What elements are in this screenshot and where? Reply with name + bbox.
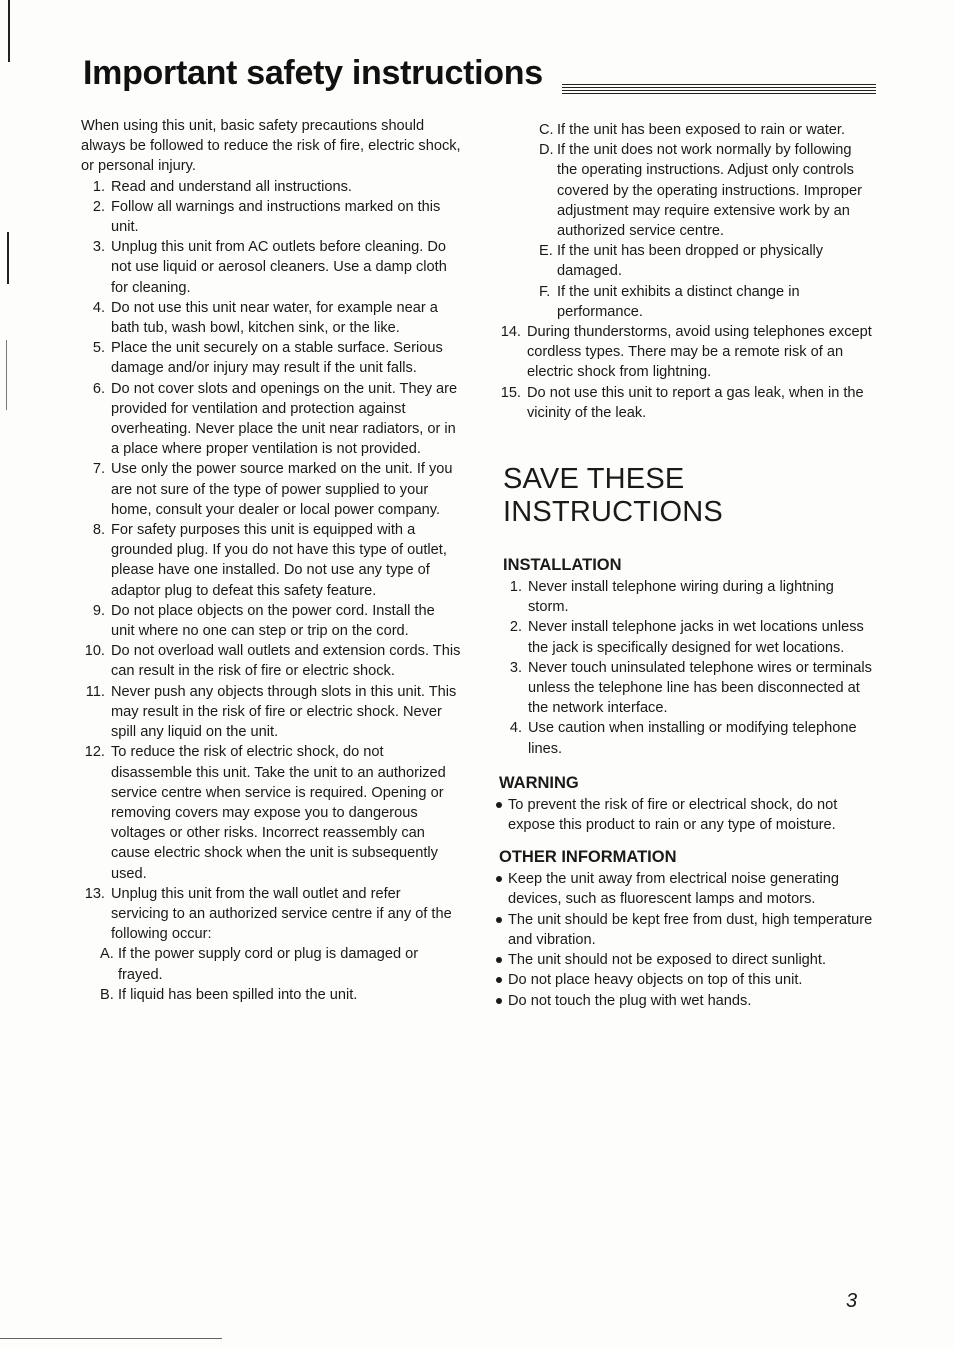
item-letter: D. [539, 142, 554, 159]
item-number: 1. [92, 178, 105, 195]
left-column [81, 116, 461, 1005]
item-number: 15. [500, 384, 521, 401]
list-item [84, 742, 461, 883]
item-text: Do not cover slots and openings on the unit. They are provided for ventilation and protection against overheating. Never place the unit near radiators, or in a place where proper ventilation is not provided. [111, 380, 458, 458]
item-number: 9. [92, 602, 105, 619]
list-item [501, 577, 875, 617]
warning-list [503, 795, 875, 835]
list-item [501, 718, 875, 758]
item-text: If the unit has been exposed to rain or water. [557, 122, 846, 138]
item-letter: A. [100, 946, 114, 963]
item-letter: F. [539, 283, 551, 300]
save-title-line: SAVE THESE [503, 463, 685, 496]
list-item [84, 884, 461, 945]
item-text: Never touch uninsulated telephone wires or terminals unless the telephone line has been disconnected at the network interface. [528, 659, 872, 717]
item-text: Never install telephone wiring during a lightning storm. [528, 579, 834, 616]
list-item [84, 459, 461, 520]
item-number: 3. [92, 239, 105, 256]
item-text: Use caution when installing or modifying telephone lines. [528, 720, 857, 757]
installation-heading: INSTALLATION [503, 556, 622, 575]
list-item [84, 197, 461, 237]
item-text: Read and understand all instructions. [111, 178, 352, 195]
item-letter: E. [539, 243, 553, 260]
sub-list-item [539, 282, 875, 322]
item-text: Unplug this unit from AC outlets before cleaning. Do not use liquid or aerosol cleaners. Use a damp cloth for cleaning. [111, 239, 447, 296]
scan-edge-mark [8, 0, 10, 62]
item-text: For safety purposes this unit is equipped with a grounded plug. If you do not have this type of outlet, please have one installed. Do not use any type of adaptor plug to defeat this safety feature. [111, 522, 447, 599]
list-item [84, 682, 461, 743]
list-item [84, 338, 461, 378]
warning-heading: WARNING [499, 773, 579, 792]
sub-list-item [100, 985, 461, 1005]
item-number: 4. [92, 299, 105, 316]
item-letter: B. [100, 986, 114, 1003]
bullet-item: The unit should not be exposed to direct sunlight. [496, 950, 875, 970]
item-text: To reduce the risk of electric shock, do not disassemble this unit. Take the unit to an authorized service centre when service is required. Opening or removing covers may expose you to dangerous voltages or other risks. Incorrect reassembly can cause electric shock when the unit is subsequently used. [111, 744, 446, 882]
item-number: 3. [509, 659, 522, 676]
item-text: Place the unit securely on a stable surface. Serious damage and/or injury may result if the unit falls. [111, 340, 443, 377]
list-item [501, 617, 875, 657]
list-item [84, 379, 461, 460]
item-text: Do not use this unit near water, for example near a bath tub, wash bowl, kitchen sink, or the like. [111, 299, 438, 337]
item-number: 14. [500, 324, 521, 341]
item-text: If the unit does not work normally by following the operating instructions. Adjust only controls covered by the operating instructions. Improper adjustment may require extensive work by an authorized service centre. [557, 142, 863, 240]
condition-list [81, 944, 461, 1005]
item-text: If liquid has been spilled into the unit. [118, 986, 358, 1003]
list-item [84, 641, 461, 681]
bullet-item: The unit should be kept free from dust, high temperature and vibration. [496, 910, 875, 950]
item-letter: C. [539, 122, 554, 138]
bullet-item: Do not place heavy objects on top of this unit. [496, 970, 875, 990]
list-item [84, 177, 461, 197]
item-number: 1. [509, 579, 522, 596]
item-number: 11. [85, 683, 105, 700]
scan-edge-mark [6, 340, 7, 410]
installation-list [503, 577, 875, 759]
item-number: 7. [92, 461, 105, 478]
item-number: 4. [509, 720, 522, 737]
list-item [84, 298, 461, 338]
sub-list-item [539, 140, 875, 241]
item-text: Use only the power source marked on the unit. If you are not sure of the type of power supplied to your home, consult your dealer or local power company. [111, 461, 453, 518]
save-instructions-heading [503, 463, 875, 529]
safety-list-continued [500, 322, 875, 423]
item-number: 10. [84, 643, 105, 660]
bullet-item: Do not touch the plug with wet hands. [496, 991, 875, 1011]
bullet-item: To prevent the risk of fire or electrical shock, do not expose this product to rain or any type of moisture. [496, 795, 875, 835]
bullet-item: Keep the unit away from electrical noise generating devices, such as fluorescent lamps and motors. [496, 869, 875, 909]
item-number: 2. [92, 198, 105, 215]
item-number: 5. [92, 340, 105, 357]
item-number: 13. [84, 885, 105, 902]
condition-list-continued [503, 120, 875, 322]
page-number: 3 [846, 1290, 858, 1312]
list-item [500, 383, 875, 423]
list-item [501, 658, 875, 719]
item-number: 6. [92, 380, 105, 397]
item-text: Unplug this unit from the wall outlet and refer servicing to an authorized service centre if any of the following occur: [111, 885, 452, 943]
right-column [499, 120, 875, 1011]
list-item [84, 237, 461, 298]
item-number: 8. [92, 522, 105, 539]
item-text: If the unit exhibits a distinct change in performance. [557, 283, 800, 320]
list-item [84, 601, 461, 641]
sub-list-item [539, 120, 875, 140]
item-text: Do not use this unit to report a gas leak, when in the vicinity of the leak. [527, 384, 864, 421]
safety-list [81, 177, 461, 945]
scan-bottom-line [0, 1338, 222, 1339]
intro-paragraph: When using this unit, basic safety precautions should always be followed to reduce the risk of fire, electric shock, or personal injury. [81, 118, 461, 175]
list-item [500, 322, 875, 383]
list-item [84, 520, 461, 601]
item-text: If the unit has been dropped or physically damaged. [557, 243, 824, 280]
other-information-list [503, 869, 875, 1010]
sub-list-item [539, 241, 875, 281]
item-text: Do not overload wall outlets and extension cords. This can result in the risk of fire or electric shock. [111, 643, 461, 680]
item-text: Do not place objects on the power cord. Install the unit where no one can step or trip on the cord. [111, 602, 435, 640]
other-information-heading: OTHER INFORMATION [499, 848, 677, 867]
item-text: Follow all warnings and instructions marked on this unit. [111, 198, 441, 236]
page-title: Important safety instructions [83, 54, 543, 92]
item-number: 12. [84, 744, 105, 761]
title-rule [562, 84, 876, 96]
sub-list-item [100, 944, 461, 984]
item-number: 2. [509, 619, 522, 636]
scan-edge-mark [7, 232, 9, 284]
save-title-line: INSTRUCTIONS [503, 496, 723, 529]
item-text: Never push any objects through slots in this unit. This may result in the risk of fire or electric shock. Never spill any liquid on the unit. [111, 683, 457, 741]
item-text: Never install telephone jacks in wet locations unless the jack is specifically designed for wet locations. [528, 619, 864, 656]
item-text: If the power supply cord or plug is damaged or frayed. [118, 946, 419, 983]
item-text: During thunderstorms, avoid using telephones except cordless types. There may be a remote risk of an electric shock from lightning. [527, 324, 872, 381]
